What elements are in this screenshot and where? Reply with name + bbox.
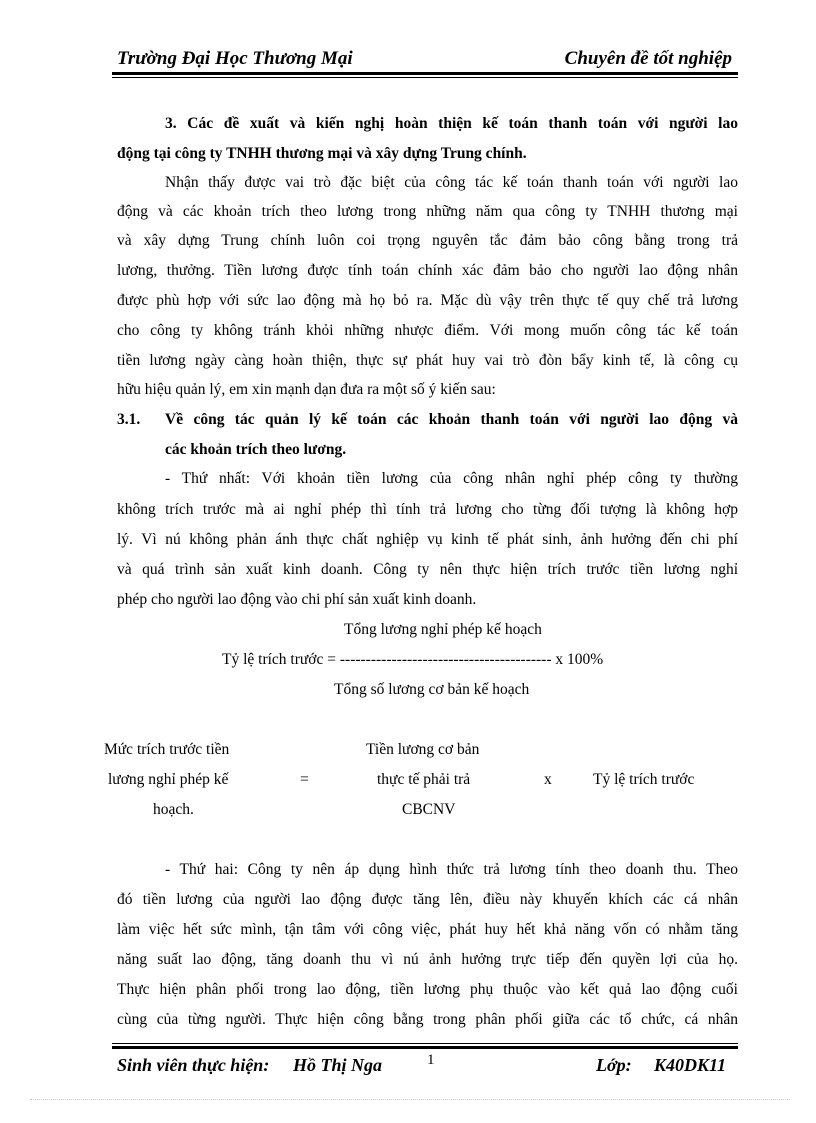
intro-line: hữu hiệu quản lý, em xin mạnh dạn đưa ra một số ý kiến sau: [117,381,496,398]
formula1-line [222,650,603,670]
second-point-line: đó tiền lương của người lao động được tăng lên, điều này khuyến khích các cá nhân [117,891,738,908]
header-rule-thin [112,77,738,78]
formula1-numerator: Tổng lương nghỉ phép kế hoạch [344,621,542,638]
intro-line: cho công ty không tránh khỏi những nhược điểm. Với mong muốn công tác kế toán [117,322,738,339]
formula2-middle-line: Tiền lương cơ bản [366,741,480,758]
intro-line: và xây dựng Trung chính luôn coi trọng nguyên tắc đảm bảo công bằng trong trả [117,232,738,249]
header-rule-thick [112,72,738,75]
first-point-line: lý. Vì nú không phản ánh thực chất nghiệp vụ kinh tế phát sinh, ảnh hưởng đến chi phí [117,531,738,548]
formula2-lhs-line: hoạch. [153,801,194,818]
footer-student-label: Sinh viên thực hiện: [117,1055,270,1075]
header-document-type: Chuyên đề tốt nghiệp [564,48,732,69]
footer-class-label: Lớp: [596,1055,632,1075]
formula2-lhs-line: Mức trích trước tiền [104,741,230,758]
first-point-line: - Thứ nhất: Với khoản tiền lương của công nhân nghỉ phép công ty thường [165,470,738,487]
page-number: 1 [427,1052,435,1068]
formula2-times: x [544,771,552,788]
header-school-name: Trường Đại Học Thương Mại [117,48,353,69]
second-point-line: năng suất lao động, tăng doanh thu vì nú ảnh hưởng trực tiếp đến quyền lợi của họ. [117,951,738,968]
footer-rule-thick [112,1046,738,1049]
section-title-line-2: động tại công ty TNHH thương mại và xây dựng Trung chính. [117,145,527,162]
subsection-title-line-1: Về công tác quản lý kế toán các khoản thanh toán với người lao động và [165,411,738,428]
intro-line: được phù hợp với sức lao động mà họ bỏ ra. Mặc dù vậy trên thực tế quy chế trả lương [117,292,738,309]
intro-line: Nhận thấy được vai trò đặc biệt của công tác kế toán thanh toán với người lao [165,174,738,191]
subsection-number: 3.1. [117,411,141,428]
formula2-middle-line: thực tế phải trả [377,771,471,788]
footer-rule-thin [112,1043,738,1044]
subsection-title-line-2: các khoản trích theo lương. [165,441,347,458]
second-point-line: Thực hiện phân phối trong lao động, tiền lương phụ thuộc vào kết quả lao động cuối [117,981,738,998]
formula1-fraction-bar: ----------------------------------------- [339,651,552,668]
formula1-lhs: Tỷ lệ trích trước = [222,651,340,668]
intro-line: động và các khoản trích theo lương trong những năm qua công ty TNHH thương mại [117,203,738,220]
footer-class-value: K40DK11 [654,1055,727,1075]
formula1-multiplier: x 100% [551,651,604,668]
second-point-line: cùng của từng người. Thực hiện công bằng trong phân phối giữa các tổ chức, cá nhân [117,1011,738,1028]
formula2-middle-line: CBCNV [402,801,456,818]
page-bottom-dotted-rule [30,1099,790,1100]
footer-student-name: Hồ Thị Nga [293,1055,383,1075]
formula2-equals: = [300,771,309,788]
first-point-line: không trích trước mà ai nghỉ phép thì tính trả lương cho từng đối tượng là không hợp [117,501,738,518]
formula2-lhs-line: lương nghỉ phép kế [108,771,229,788]
second-point-line: làm việc hết sức mình, tận tâm với công việc, phát huy hết khả năng vốn có nhằm tăng [117,921,738,938]
section-title-line-1: 3. Các đề xuất và kiến nghị hoàn thiện kế toán thanh toán với người lao [165,115,738,132]
formula1-denominator: Tổng số lương cơ bản kế hoạch [334,681,530,698]
intro-line: lương, thưởng. Tiền lương được tính toán chính xác đảm bảo cho người lao động nhân [117,262,738,279]
formula2-rhs: Tỷ lệ trích trước [593,771,695,788]
first-point-line: phép cho người lao động vào chi phí sản xuất kinh doanh. [117,591,477,608]
intro-line: tiền lương ngày càng hoàn thiện, thực sự phát huy vai trò đòn bẩy kinh tế, là công cụ [117,352,738,369]
first-point-line: và quá trình sản xuất kinh doanh. Công ty nên thực hiện trích trước tiền lương nghỉ [117,561,738,578]
second-point-line: - Thứ hai: Công ty nên áp dụng hình thức trả lương tính theo doanh thu. Theo [165,861,738,878]
